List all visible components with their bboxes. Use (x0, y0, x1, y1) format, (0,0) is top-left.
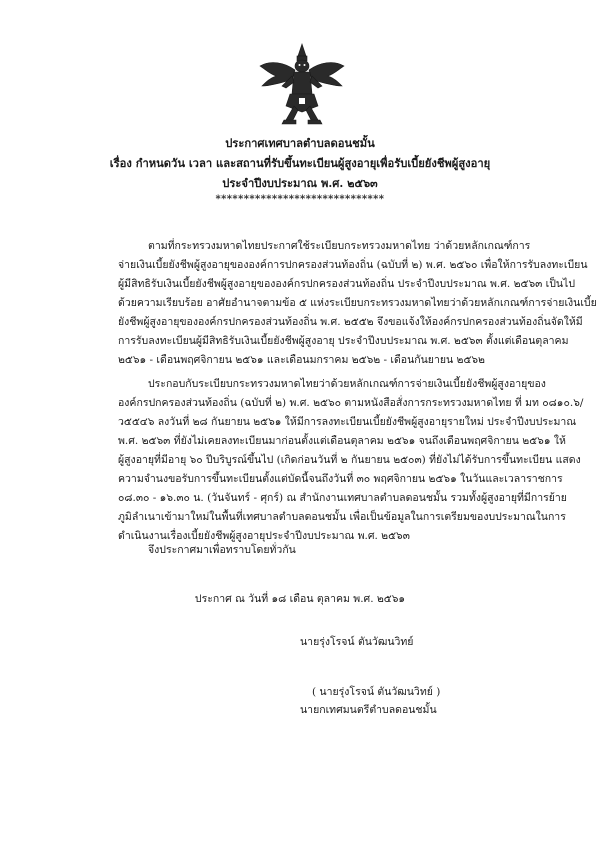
paragraph-1 (118, 237, 597, 370)
signatory-position: นายกเทศมนตรีตำบลดอนชมั้น (300, 704, 437, 716)
paragraph-line: ผู้สูงอายุที่มีอายุ ๖๐ ปีบริบูรณ์ขึ้นไป (เกิดก่อนวันที่ ๒ กันยายน ๒๕๐๓) ที่ยังไม่ได้รับการขึ้นทะเบียน แสดง (118, 454, 581, 466)
paragraph-line: ประกอบกับระเบียบกระทรวงมหาดไทยว่าด้วยหลักเกณฑ์การจ่ายเงินเบี้ยยังชีพผู้สูงอายุของ (148, 378, 546, 390)
signature-block (300, 633, 520, 719)
signatory-name-parenthesized: ( นายรุ่งโรจน์ ตันวัฒนวิทย์ ) (312, 686, 441, 698)
closing-statement: จึงประกาศมาเพื่อทราบโดยทั่วกัน (148, 544, 296, 556)
paragraph-line: ยังชีพผู้สูงอายุขององค์กรปกครองส่วนท้องถิ่น พ.ศ. ๒๕๕๒ จึงขอแจ้งให้องค์กรปกครองส่วนท้องถิ่นจัดให้มี (118, 316, 583, 328)
paragraph-line: ๒๕๖๑ - เดือนพฤศจิกายน ๒๕๖๑ และเดือนมกราคม ๒๕๖๒ - เดือนกันยายน ๒๕๖๒ (118, 354, 485, 366)
paragraph-line: องค์กรปกครองส่วนท้องถิ่น (ฉบับที่ ๒) พ.ศ. ๒๕๖๐ ตามหนังสือสั่งการกระทรวงมหาดไทย ที่ มท ๐๘๑๐.๖/ (118, 397, 584, 409)
paragraph-line: การรับลงทะเบียนผู้มีสิทธิรับเงินเบี้ยยังชีพผู้สูงอายุ ประจำปีงบประมาณ พ.ศ. ๒๕๖๓ ตั้งแต่เดือนตุลาคม (118, 335, 569, 347)
paragraph-line: ภูมิลำเนาเข้ามาใหม่ในพื้นที่เทศบาลตำบลดอนชมั้น เพื่อเป็นข้อมูลในการเตรียมของบประมาณในการ (118, 511, 566, 523)
issuer-title: ประกาศเทศบาลตำบลดอนชมั้น (225, 136, 375, 150)
paragraph-line: ด้วยความเรียบร้อย อาศัยอำนาจตามข้อ ๕ แห่งระเบียบกระทรวงมหาดไทยว่าด้วยหลักเกณฑ์การจ่ายเงินเบี้ย (118, 297, 597, 309)
paragraph-line: ตามที่กระทรวงมหาดไทยประกาศใช้ระเบียบกระทรวงมหาดไทย ว่าด้วยหลักเกณฑ์การ (148, 240, 531, 252)
garuda-emblem-icon (256, 40, 348, 128)
paragraph-line: ความจำนงขอรับการขึ้นทะเบียนตั้งแต่บัดนี้จนถึงวันที่ ๓๐ พฤศจิกายน ๒๕๖๑ ในวันและเวลาราชการ (118, 473, 563, 485)
announcement-date: ประกาศ ณ วันที่ ๑๘ เดือน ตุลาคม พ.ศ. ๒๕๖๑ (194, 593, 406, 605)
paragraph-2 (118, 375, 584, 546)
paragraph-3 (118, 541, 526, 560)
paragraph-line: ผู้มีสิทธิรับเงินเบี้ยยังชีพผู้สูงอายุขององค์กรปกครองส่วนท้องถิ่น ประจำปีงบประมาณ พ.ศ. ๒๕๖๓ เป็นไป (118, 278, 575, 290)
signatory-name: นายรุ่งโรจน์ ตันวัฒนวิทย์ (300, 636, 414, 648)
announcement-header (0, 133, 600, 207)
divider-stars: ****************************** (215, 194, 385, 205)
paragraph-line: ดำเนินงานเรื่องเบี้ยยังชีพผู้สูงอายุประจำปีงบประมาณ พ.ศ. ๒๕๖๓ (118, 530, 410, 542)
paragraph-line: ๐๘.๓๐ - ๑๖.๓๐ น. (วันจันทร์ - ศุกร์) ณ สำนักงานเทศบาลตำบลดอนชมั้น รวมทั้งผู้สูงอายุที่มีการย้าย (118, 492, 567, 504)
paragraph-line: พ.ศ. ๒๕๖๓ ที่ยังไม่เคยลงทะเบียนมาก่อนตั้งแต่เดือนตุลาคม ๒๕๖๑ จนถึงเดือนพฤศจิกายน ๒๕๖๑ ให้ (118, 435, 566, 447)
paragraph-line: จ่ายเงินเบี้ยยังชีพผู้สูงอายุขององค์การปกครองส่วนท้องถิ่น (ฉบับที่ ๒) พ.ศ. ๒๕๖๐ เพื่อให้การรับลงทะเบียน (118, 259, 588, 271)
subject-line: เรื่อง กำหนดวัน เวลา และสถานที่รับขึ้นทะเบียนผู้สูงอายุเพื่อรับเบี้ยยังชีพผู้สูงอายุ (109, 156, 491, 170)
paragraph-line: ว๕๕๔๖ ลงวันที่ ๒๘ กันยายน ๒๕๖๑ ให้มีการลงทะเบียนเบี้ยยังชีพผู้สูงอายุรายใหม่ ประจำปีงบประมาณ (118, 416, 577, 428)
fiscal-year-line: ประจำปีงบประมาณ พ.ศ. ๒๕๖๓ (222, 176, 378, 190)
